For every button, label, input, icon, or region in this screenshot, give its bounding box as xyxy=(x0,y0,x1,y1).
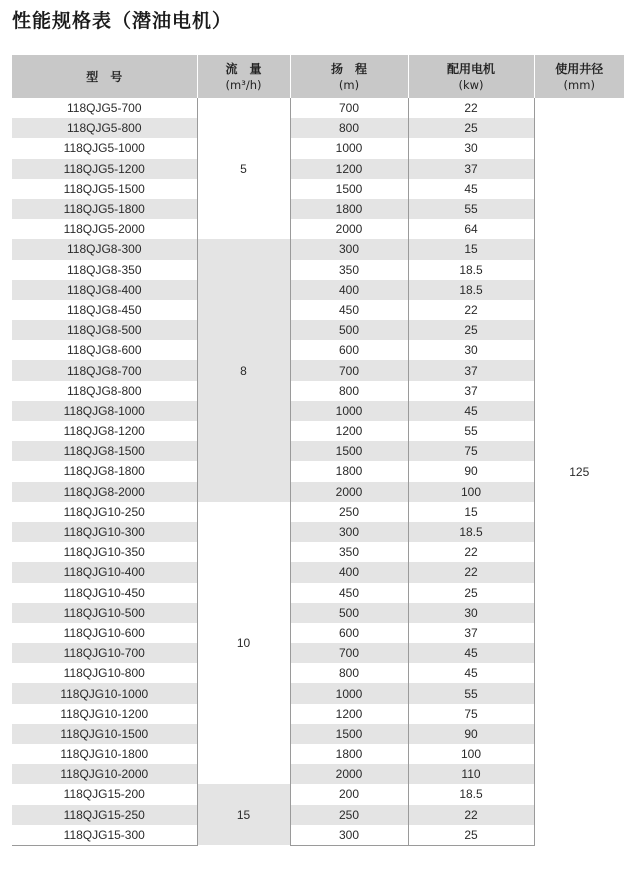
head-cell: 350 xyxy=(290,542,408,562)
motor-cell: 37 xyxy=(408,159,534,179)
motor-cell: 18.5 xyxy=(408,260,534,280)
head-cell: 300 xyxy=(290,239,408,259)
motor-cell: 22 xyxy=(408,98,534,118)
motor-cell: 25 xyxy=(408,583,534,603)
motor-cell: 37 xyxy=(408,623,534,643)
header-flow-label: 流 量 xyxy=(225,61,262,76)
motor-cell: 30 xyxy=(408,340,534,360)
motor-cell: 30 xyxy=(408,138,534,158)
table-row xyxy=(12,805,624,825)
model-cell: 118QJG10-600 xyxy=(63,625,145,640)
header-flow xyxy=(197,55,290,98)
model-cell: 118QJG10-700 xyxy=(12,643,197,663)
table-row xyxy=(12,118,624,138)
head-cell: 1500 xyxy=(290,179,408,199)
motor-cell: 15 xyxy=(408,239,534,259)
table-row xyxy=(12,663,624,683)
motor-cell: 90 xyxy=(408,724,534,744)
table-row xyxy=(12,542,624,562)
model-cell: 118QJG8-800 xyxy=(67,383,142,398)
well-diameter-cell: 125 xyxy=(534,98,624,845)
model-cell: 118QJG8-300 xyxy=(12,239,197,259)
motor-cell: 75 xyxy=(408,441,534,461)
header-flow-unit: (m³/h) xyxy=(225,77,262,92)
model-cell: 118QJG10-500 xyxy=(12,603,197,623)
table-row xyxy=(12,159,624,179)
model-cell: 118QJG8-1200 xyxy=(63,424,145,439)
motor-cell: 55 xyxy=(408,421,534,441)
model-cell: 118QJG8-2000 xyxy=(12,482,197,502)
table-row xyxy=(12,260,624,280)
head-cell: 800 xyxy=(290,663,408,683)
head-cell: 700 xyxy=(290,643,408,663)
motor-cell: 22 xyxy=(408,300,534,320)
table-row xyxy=(12,138,624,158)
model-cell: 118QJG10-250 xyxy=(63,504,145,519)
model-cell: 118QJG8-400 xyxy=(12,280,197,300)
head-cell: 600 xyxy=(290,623,408,643)
model-cell: 118QJG5-1800 xyxy=(12,199,197,219)
motor-cell: 22 xyxy=(408,805,534,825)
motor-cell: 22 xyxy=(408,562,534,582)
table-row xyxy=(12,461,624,481)
motor-cell: 25 xyxy=(408,118,534,138)
table-row xyxy=(12,603,624,623)
head-cell: 450 xyxy=(290,300,408,320)
header-head-label: 扬 程 xyxy=(330,61,367,76)
table-row xyxy=(12,421,624,441)
table-row xyxy=(12,744,624,764)
model-cell: 118QJG15-300 xyxy=(12,825,197,846)
table-row xyxy=(12,340,624,360)
table-row xyxy=(12,643,624,663)
motor-cell: 15 xyxy=(408,502,534,522)
head-cell: 500 xyxy=(290,320,408,340)
head-cell: 1800 xyxy=(290,461,408,481)
table-row xyxy=(12,502,624,522)
head-cell: 1000 xyxy=(290,683,408,703)
spec-table xyxy=(12,55,624,846)
motor-cell: 45 xyxy=(408,643,534,663)
motor-cell: 37 xyxy=(408,381,534,401)
model-cell: 118QJG5-1500 xyxy=(63,181,145,196)
model-cell: 118QJG8-1000 xyxy=(12,401,197,421)
table-header xyxy=(12,55,624,98)
motor-cell: 45 xyxy=(408,663,534,683)
head-cell: 1200 xyxy=(290,159,408,179)
head-cell: 2000 xyxy=(290,764,408,784)
motor-cell: 55 xyxy=(408,683,534,703)
table-row xyxy=(12,401,624,421)
header-motor xyxy=(408,55,534,98)
header-well-unit: (mm) xyxy=(563,77,595,92)
table-row xyxy=(12,522,624,542)
head-cell: 500 xyxy=(290,603,408,623)
model-cell: 118QJG5-1200 xyxy=(12,159,197,179)
head-cell: 800 xyxy=(290,118,408,138)
head-cell: 1500 xyxy=(290,724,408,744)
head-cell: 1000 xyxy=(290,401,408,421)
table-row xyxy=(12,98,624,118)
model-cell: 118QJG15-200 xyxy=(63,787,145,802)
head-cell: 300 xyxy=(290,522,408,542)
model-cell: 118QJG8-600 xyxy=(67,343,142,358)
table-row xyxy=(12,199,624,219)
header-head-unit: (m) xyxy=(338,77,360,92)
model-cell: 118QJG10-1000 xyxy=(12,683,197,703)
motor-cell: 25 xyxy=(408,320,534,340)
table-row xyxy=(12,704,624,724)
table-row xyxy=(12,441,624,461)
head-cell: 700 xyxy=(290,98,408,118)
table-row xyxy=(12,683,624,703)
model-cell: 118QJG5-2000 xyxy=(63,222,145,237)
head-cell: 2000 xyxy=(290,219,408,239)
model-cell: 118QJG10-300 xyxy=(12,522,197,542)
header-well-label: 使用井径 xyxy=(555,61,604,76)
motor-cell: 100 xyxy=(408,744,534,764)
flow-cell: 10 xyxy=(197,502,290,785)
header-well xyxy=(534,55,624,98)
model-cell: 118QJG8-1800 xyxy=(63,464,145,479)
model-cell: 118QJG5-700 xyxy=(67,101,142,116)
head-cell: 200 xyxy=(290,784,408,804)
head-cell: 1000 xyxy=(290,138,408,158)
table-row xyxy=(12,280,624,300)
motor-cell: 37 xyxy=(408,360,534,380)
motor-cell: 110 xyxy=(408,764,534,784)
motor-cell: 64 xyxy=(408,219,534,239)
head-cell: 1800 xyxy=(290,744,408,764)
motor-cell: 18.5 xyxy=(408,784,534,804)
table-row xyxy=(12,320,624,340)
head-cell: 1800 xyxy=(290,199,408,219)
motor-cell: 55 xyxy=(408,199,534,219)
table-row xyxy=(12,583,624,603)
motor-cell: 75 xyxy=(408,704,534,724)
motor-cell: 25 xyxy=(408,825,534,846)
head-cell: 800 xyxy=(290,381,408,401)
head-cell: 450 xyxy=(290,583,408,603)
table-row xyxy=(12,482,624,502)
model-cell: 118QJG15-250 xyxy=(12,805,197,825)
head-cell: 250 xyxy=(290,502,408,522)
flow-cell: 15 xyxy=(197,784,290,845)
model-cell: 118QJG10-350 xyxy=(63,545,145,560)
header-model xyxy=(12,55,197,98)
head-cell: 300 xyxy=(290,825,408,846)
table-row xyxy=(12,381,624,401)
head-cell: 600 xyxy=(290,340,408,360)
head-cell: 700 xyxy=(290,360,408,380)
flow-cell: 5 xyxy=(197,98,290,239)
model-cell: 118QJG8-1500 xyxy=(12,441,197,461)
head-cell: 1200 xyxy=(290,704,408,724)
model-cell: 118QJG10-2000 xyxy=(12,764,197,784)
model-cell: 118QJG8-450 xyxy=(67,302,142,317)
table-row xyxy=(12,300,624,320)
table-row xyxy=(12,623,624,643)
motor-cell: 45 xyxy=(408,401,534,421)
model-cell: 118QJG10-1800 xyxy=(60,747,149,762)
head-cell: 400 xyxy=(290,562,408,582)
head-cell: 1500 xyxy=(290,441,408,461)
model-cell: 118QJG8-350 xyxy=(67,262,142,277)
header-model-label: 型 号 xyxy=(86,69,123,84)
header-head xyxy=(290,55,408,98)
table-row xyxy=(12,179,624,199)
model-cell: 118QJG5-800 xyxy=(12,118,197,138)
table-body xyxy=(12,98,624,845)
motor-cell: 90 xyxy=(408,461,534,481)
header-motor-label: 配用电机 xyxy=(446,61,495,76)
head-cell: 400 xyxy=(290,280,408,300)
model-cell: 118QJG10-1200 xyxy=(60,706,149,721)
head-cell: 350 xyxy=(290,260,408,280)
motor-cell: 18.5 xyxy=(408,522,534,542)
motor-cell: 100 xyxy=(408,482,534,502)
table-row xyxy=(12,764,624,784)
model-cell: 118QJG8-700 xyxy=(12,360,197,380)
model-cell: 118QJG10-800 xyxy=(63,666,145,681)
head-cell: 2000 xyxy=(290,482,408,502)
head-cell: 250 xyxy=(290,805,408,825)
header-motor-unit: (kw) xyxy=(458,77,484,92)
motor-cell: 30 xyxy=(408,603,534,623)
model-cell: 118QJG5-1000 xyxy=(63,141,145,156)
motor-cell: 45 xyxy=(408,179,534,199)
head-cell: 1200 xyxy=(290,421,408,441)
table-row xyxy=(12,219,624,239)
flow-cell: 8 xyxy=(197,239,290,501)
table-row xyxy=(12,239,624,259)
model-cell: 118QJG10-450 xyxy=(63,585,145,600)
model-cell: 118QJG10-400 xyxy=(12,562,197,582)
table-row xyxy=(12,825,624,846)
table-row xyxy=(12,724,624,744)
table-row xyxy=(12,562,624,582)
table-row xyxy=(12,360,624,380)
motor-cell: 22 xyxy=(408,542,534,562)
motor-cell: 18.5 xyxy=(408,280,534,300)
page-title: 性能规格表（潜油电机） xyxy=(12,10,233,32)
table-row xyxy=(12,784,624,804)
model-cell: 118QJG10-1500 xyxy=(12,724,197,744)
model-cell: 118QJG8-500 xyxy=(12,320,197,340)
